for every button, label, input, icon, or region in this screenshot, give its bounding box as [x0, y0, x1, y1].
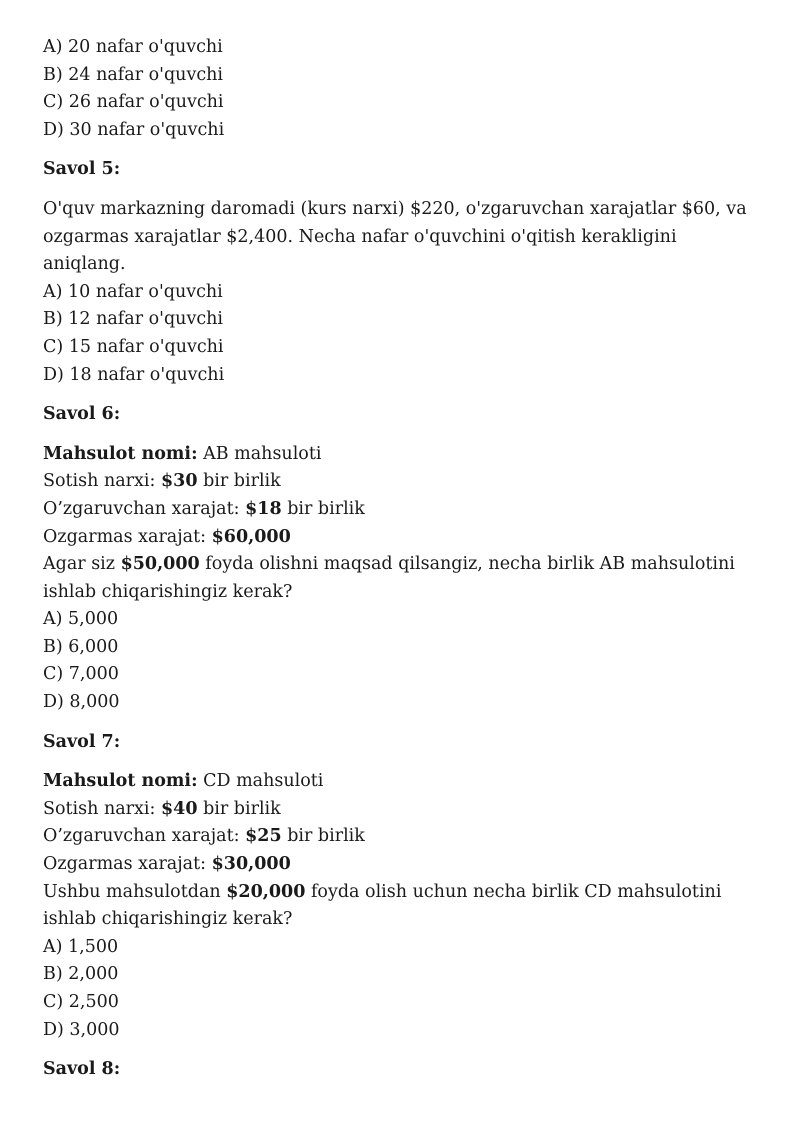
- selling-price-label: Sotish narxi:: [43, 471, 161, 492]
- question-text-line: ishlab chiqarishingiz kerak?: [43, 581, 293, 602]
- product-name-value: AB mahsuloti: [197, 443, 322, 464]
- option-a: A) 5,000: [43, 609, 119, 630]
- option-a: A) 10 nafar o'quvchi: [43, 281, 223, 302]
- variable-cost-value: $18: [245, 498, 282, 519]
- option-c: C) 26 nafar o'quvchi: [43, 92, 224, 113]
- option-c: C) 7,000: [43, 664, 119, 685]
- option-d: D) 18 nafar o'quvchi: [43, 364, 225, 385]
- option-b: B) 12 nafar o'quvchi: [43, 309, 223, 330]
- question-8-heading: Savol 8:: [43, 1059, 121, 1080]
- product-name-line: [43, 768, 763, 796]
- fixed-cost-label: Ozgarmas xarajat:: [43, 526, 212, 547]
- option-b: B) 6,000: [43, 636, 119, 657]
- option-b: B) 24 nafar o'quvchi: [43, 64, 223, 85]
- question-7-body: [43, 768, 763, 1044]
- question-4-options: [43, 34, 763, 144]
- variable-cost-line: [43, 823, 763, 851]
- option-a: A) 1,500: [43, 936, 119, 957]
- option-a: A) 20 nafar o'quvchi: [43, 37, 223, 57]
- variable-cost-unit: bir birlik: [281, 826, 365, 847]
- question-text-line: O'quv markazning daromadi (kurs narxi) $220, o'zgaruvchan xarajatlar $60, va: [43, 198, 747, 219]
- question-prefix: Agar siz: [43, 554, 121, 575]
- option-c: C) 2,500: [43, 992, 119, 1012]
- selling-price-value: $40: [160, 798, 198, 819]
- question-5-heading: Savol 5:: [43, 159, 121, 180]
- variable-cost-value: $25: [245, 826, 282, 847]
- option-d: D) 30 nafar o'quvchi: [43, 119, 225, 140]
- question-5-body: [43, 196, 763, 389]
- product-name-label: Mahsulot nomi:: [43, 443, 198, 464]
- selling-price-unit: bir birlik: [197, 798, 281, 819]
- product-name-line: [43, 441, 763, 469]
- selling-price-line: [43, 468, 763, 496]
- fixed-cost-line: [43, 851, 763, 879]
- question-text-line: [43, 879, 763, 907]
- question-6-body: [43, 441, 763, 717]
- fixed-cost-label: Ozgarmas xarajat:: [43, 854, 212, 875]
- variable-cost-line: [43, 496, 763, 524]
- profit-target-value: $50,000: [120, 554, 200, 575]
- variable-cost-unit: bir birlik: [281, 498, 365, 519]
- product-name-label: Mahsulot nomi:: [43, 771, 198, 792]
- document-page: [43, 34, 763, 1096]
- question-prefix: Ushbu mahsulotdan: [43, 881, 227, 902]
- fixed-cost-value: $30,000: [211, 854, 291, 875]
- question-6-heading: Savol 6:: [43, 404, 121, 425]
- selling-price-line: [43, 796, 763, 824]
- product-name-value: CD mahsuloti: [197, 771, 324, 792]
- fixed-cost-line: [43, 524, 763, 552]
- question-text-line: [43, 551, 763, 579]
- option-d: D) 3,000: [43, 1019, 120, 1040]
- option-d: D) 8,000: [43, 692, 120, 713]
- question-text-line: ozgarmas xarajatlar $2,400. Necha nafar o'quvchini o'qitish kerakligini: [43, 226, 677, 247]
- question-7-heading: Savol 7:: [43, 731, 121, 752]
- selling-price-value: $30: [160, 471, 198, 492]
- selling-price-label: Sotish narxi:: [43, 798, 161, 819]
- variable-cost-label: O’zgaruvchan xarajat:: [43, 498, 246, 519]
- fixed-cost-value: $60,000: [211, 526, 291, 547]
- question-suffix: foyda olishni maqsad qilsangiz, necha birlik AB mahsulotini: [199, 554, 735, 575]
- profit-target-value: $20,000: [226, 881, 306, 902]
- question-text-line: aniqlang.: [43, 254, 126, 275]
- option-c: C) 15 nafar o'quvchi: [43, 336, 224, 357]
- question-text-line: ishlab chiqarishingiz kerak?: [43, 909, 293, 930]
- selling-price-unit: bir birlik: [197, 471, 281, 492]
- question-suffix: foyda olish uchun necha birlik CD mahsulotini: [305, 881, 722, 902]
- variable-cost-label: O’zgaruvchan xarajat:: [43, 826, 246, 847]
- option-b: B) 2,000: [43, 964, 119, 985]
